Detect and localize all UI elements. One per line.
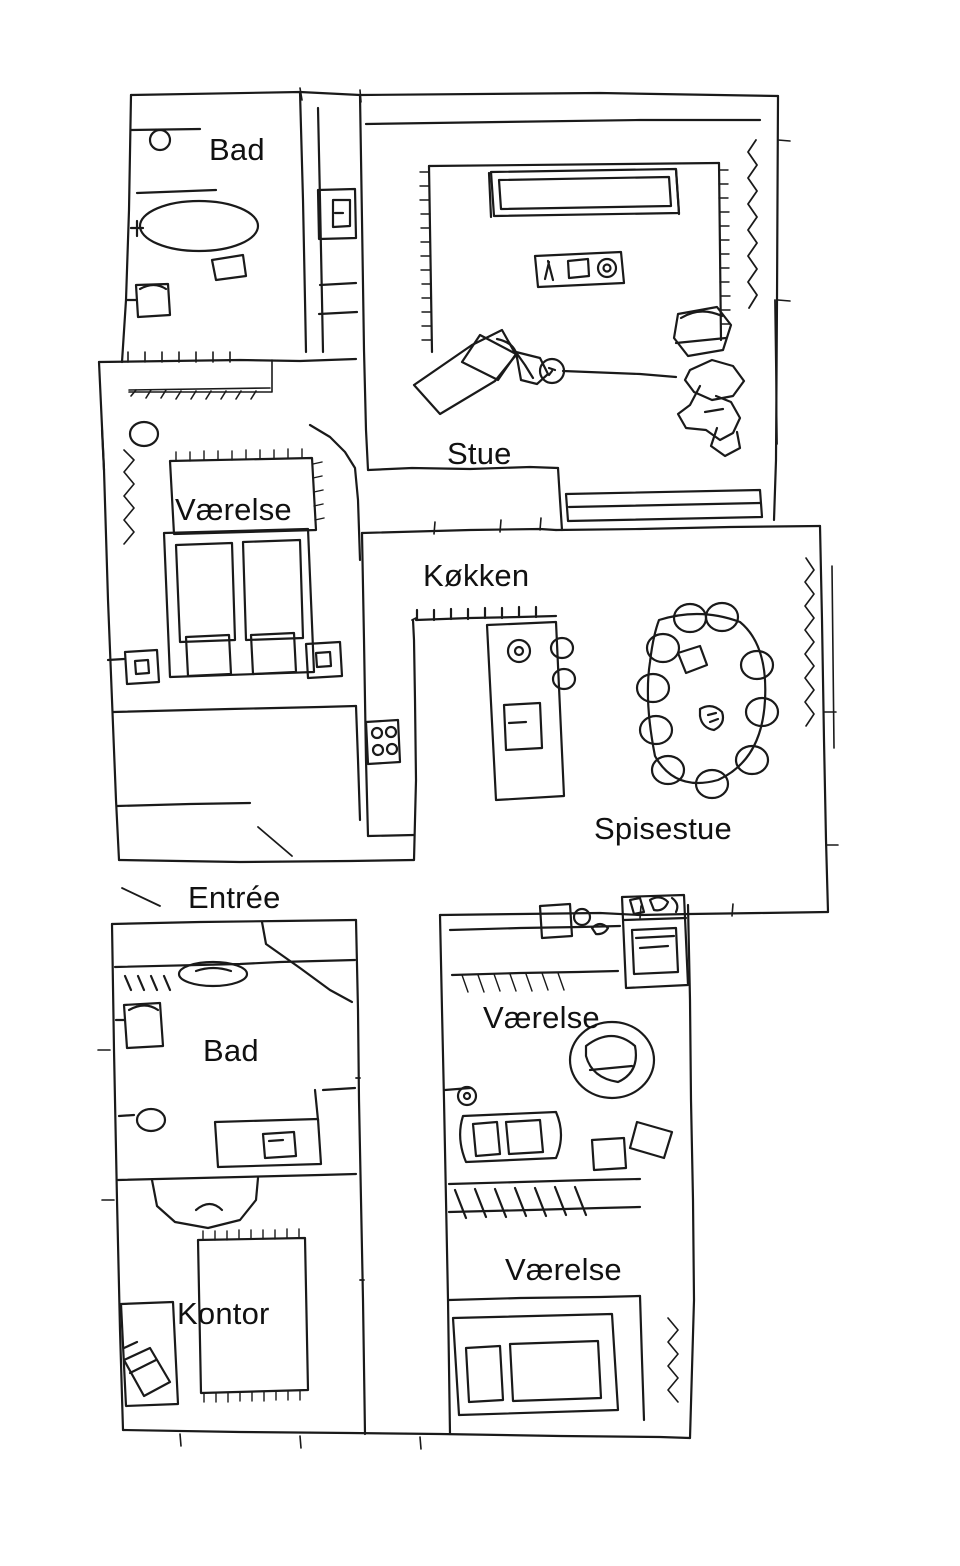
room-label-vaerelse-lower: Værelse [505,1252,622,1287]
wall-ticks [98,88,838,1449]
bedroom-mid [445,895,688,1218]
bathroom-upper [127,92,323,352]
room-label-bad-lower: Bad [203,1033,259,1068]
room-label-spisestue: Spisestue [594,811,732,846]
room-label-kokken: Køkken [423,558,530,593]
hatching-entry-upper [128,352,272,399]
bedroom-lower [449,1296,678,1420]
room-label-bad-upper: Bad [209,132,265,167]
room-label-entree: Entrée [188,880,281,915]
room-label-stue: Stue [447,436,512,471]
closet-upper [318,189,357,314]
bedroom-upper [102,422,360,820]
room-label-kontor: Kontor [177,1296,270,1331]
bathroom-lower [115,922,356,1228]
room-label-vaerelse-mid: Værelse [483,1000,600,1035]
room-label-vaerelse-upper: Værelse [175,492,292,527]
curtain-left-upper [124,450,134,544]
upper-outer-walls [99,92,778,862]
dining-room-spisestue [556,526,834,915]
door-arcs [122,618,416,1280]
living-room-stue [360,95,777,530]
